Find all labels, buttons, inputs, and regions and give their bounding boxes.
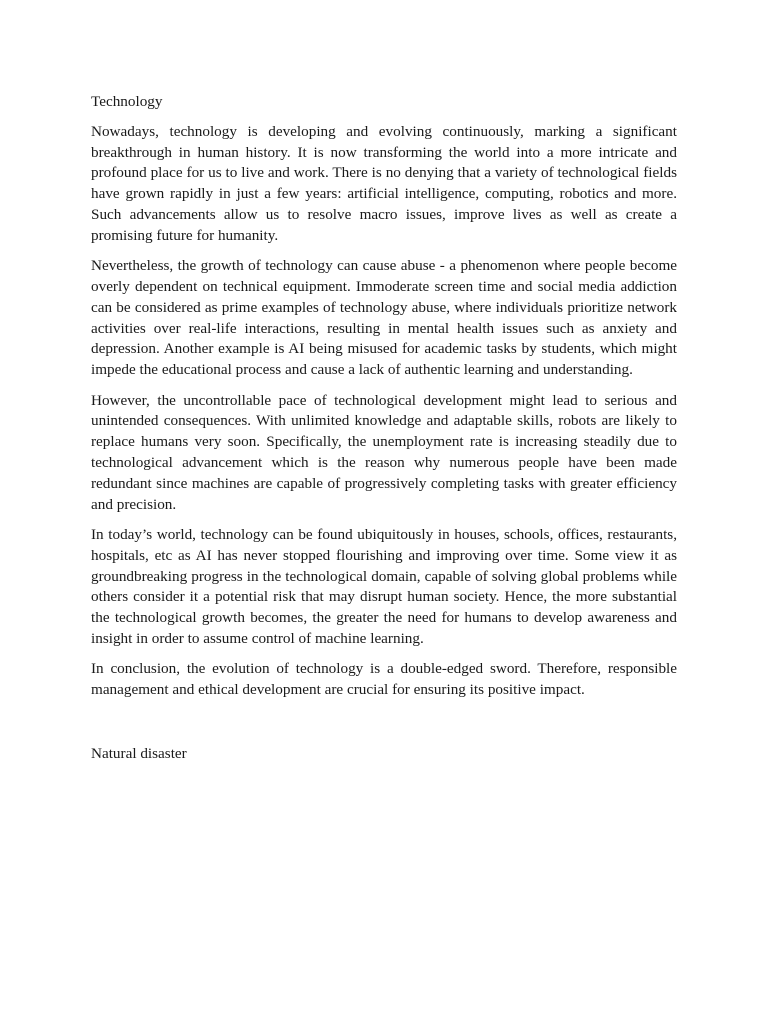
- paragraph-abuse: Nevertheless, the growth of technology can cause abuse - a phenomenon where people become overly dependent on technical equipment. Immoderate screen time and social media addiction can be considered as prime examples of technology abuse, where individuals prioritize network activities over real-life interactions, resulting in mental health issues such as anxiety and depression. Another example is AI being misused for academic tasks by students, which might impede the educational process and cause a lack of authentic learning and understanding.: [91, 257, 677, 379]
- paragraph-today: In today’s world, technology can be found ubiquitously in houses, schools, offices, restaurants, hospitals, etc as AI has never stopped flourishing and improving over time. Some view it as groundbreaking progress in the technological domain, capable of solving global problems while others consider it a potential risk that may disrupt human society. Hence, the more substantial the technological growth becomes, the greater the need for humans to develop awareness and insight in order to assume control of machine learning.: [91, 525, 677, 647]
- essay-title: Technology: [91, 93, 163, 110]
- paragraph-conclusion: In conclusion, the evolution of technology is a double-edged sword. Therefore, responsible management and ethical development are crucial for ensuring its positive impact.: [91, 660, 677, 699]
- paragraph-intro: Nowadays, technology is developing and evolving continuously, marking a significant breakthrough in human history. It is now transforming the world into a more intricate and profound place for us to live and work. There is no denying that a variety of technological fields have grown rapidly in just a few years: artificial intelligence, computing, robotics and more. Such advancements allow us to resolve macro issues, improve lives as well as create a promising future for humanity.: [91, 122, 677, 244]
- next-essay-title: Natural disaster: [91, 744, 187, 762]
- document-body: [91, 92, 677, 774]
- paragraph-consequences: However, the uncontrollable pace of technological development might lead to serious and unintended consequences. With unlimited knowledge and adaptable skills, robots are likely to replace humans very soon. Specifically, the unemployment rate is increasing steadily due to technological advancement which is the reason why numerous people have been made redundant since machines are capable of progressively completing tasks with greater efficiency and precision.: [91, 391, 677, 513]
